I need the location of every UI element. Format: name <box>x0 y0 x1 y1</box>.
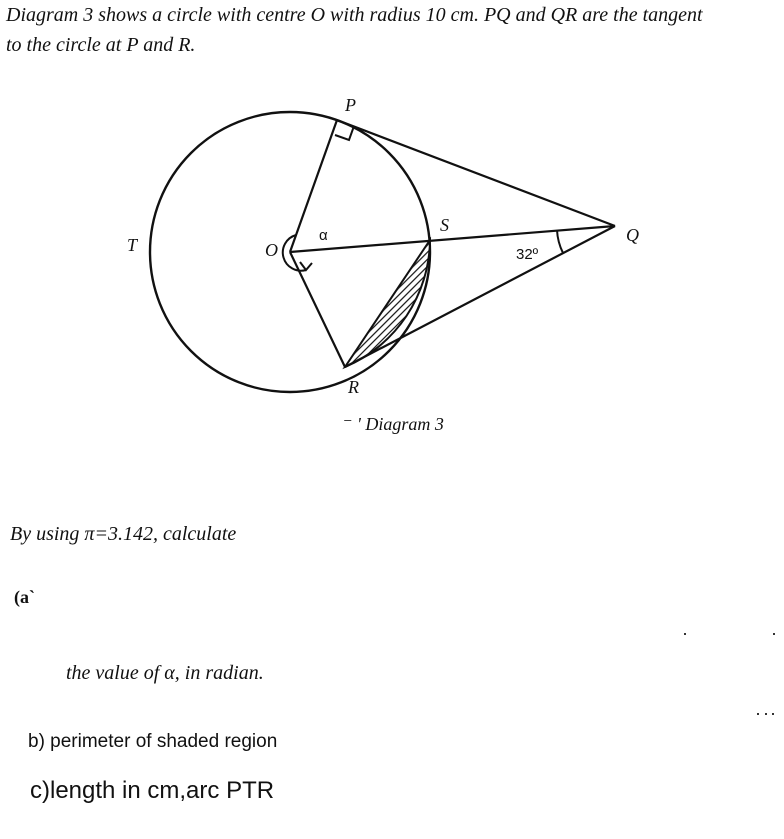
radius-op <box>290 120 337 252</box>
label-p: P <box>345 95 356 115</box>
tangent-rq <box>345 226 615 367</box>
part-b-question: b) perimeter of shaded region <box>28 731 278 752</box>
circle-tangent-diagram <box>0 80 784 440</box>
label-alpha: α <box>319 227 328 244</box>
label-s: S <box>440 215 449 235</box>
label-angle-q: 32º <box>516 246 539 263</box>
alpha-arrowhead <box>300 262 312 270</box>
label-t: T <box>127 235 138 255</box>
intro-line-2: to the circle at P and R. <box>6 34 196 56</box>
part-a-marker: (a` <box>14 587 35 607</box>
tangent-pq <box>337 120 615 226</box>
line-oq <box>290 226 615 252</box>
instruction-text: By using π=3.142, calculate <box>10 523 237 545</box>
right-angle-marker <box>335 126 354 140</box>
radius-or <box>290 252 345 367</box>
scan-speck <box>757 713 759 715</box>
part-c-question: c)length in cm,arc PTR <box>30 777 275 804</box>
intro-line-1: Diagram 3 shows a circle with centre O with radius 10 cm. PQ and QR are the tangent <box>6 4 703 26</box>
angle-q-arc <box>557 230 563 253</box>
diagram-caption: ⁻ ' Diagram 3 <box>343 414 444 434</box>
label-q: Q <box>626 225 639 245</box>
shaded-region <box>345 240 430 367</box>
scan-speck <box>765 713 767 715</box>
scan-speck <box>773 633 775 635</box>
label-r: R <box>348 377 359 397</box>
scan-speck <box>684 633 686 635</box>
part-a-question: the value of α, in radian. <box>66 662 264 684</box>
scan-speck <box>772 713 774 715</box>
label-o: O <box>265 240 278 260</box>
